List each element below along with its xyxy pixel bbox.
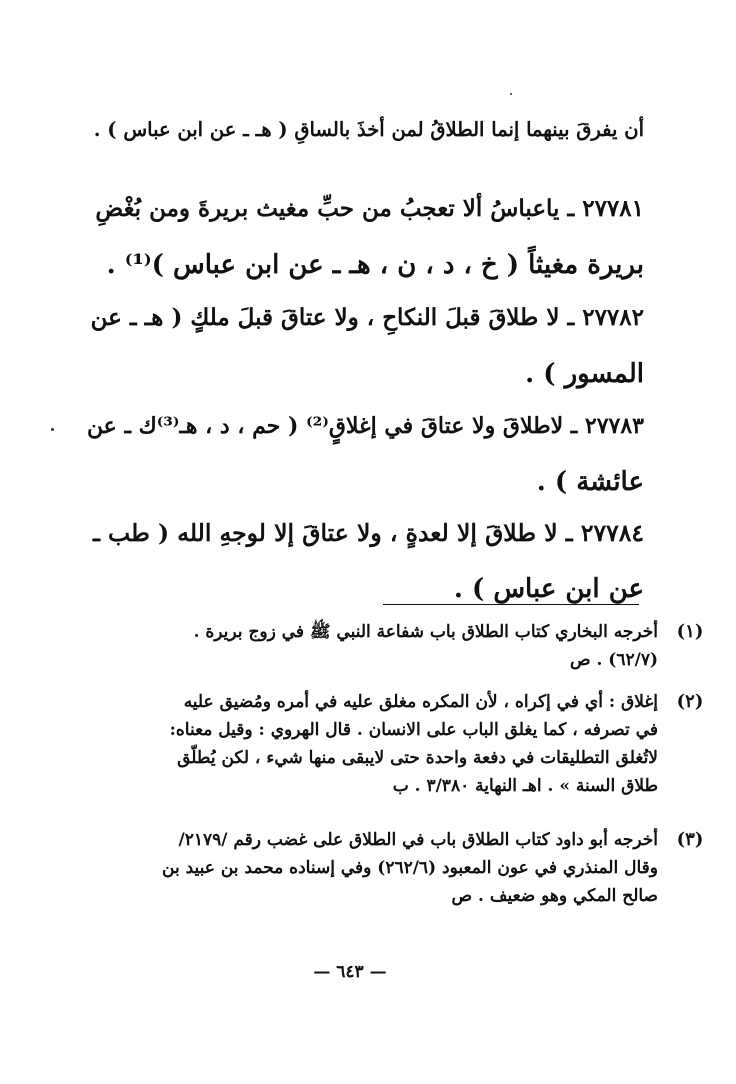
footnote-line: لاتُغلق التطليقات في دفعة واحدة حتى لايبقى منها شيء ، لكن يُطلّق [177, 748, 658, 768]
ink-speck [51, 428, 54, 431]
footnote-1 [78, 618, 704, 674]
text-line: ٢٧٧٨٣ ـ لاطلاقَ ولا عتاقَ في إغلاقٍ⁽²⁾ ( حم ، د ، هـ⁽³⁾ك ـ عن [86, 413, 644, 439]
footnote-2 [78, 688, 704, 800]
text-line: المسور ) . [525, 359, 644, 389]
footnote-line: طلاق السنة » . اهـ النهاية ٣/٣٨٠ . ب [392, 776, 658, 796]
footnote-number: (٢) [676, 691, 704, 712]
footnote-number: (١) [676, 621, 704, 642]
footnote-line: (٦٢/٧) . ص [569, 650, 658, 670]
footnote-line: وقال المنذري في عون المعبود (٢٦٢/٦) وفي إسناده محمد بن عبيد بن [162, 858, 658, 878]
text-line: أن يفرقَ بينهما إنما الطلاقُ لمن أخذَ بالساقِ ( هـ ـ عن ابن عباس ) . [93, 118, 644, 141]
hadith-27784 [84, 505, 644, 617]
text-paragraph-1 [84, 102, 644, 158]
hadith-27783 [84, 398, 644, 510]
footnote-line: أخرجه البخاري كتاب الطلاق باب شفاعة النبي ﷺ في زوج بريرة . [193, 622, 658, 642]
ink-speck [510, 93, 512, 95]
footnote-line: أخرجه أبو داود كتاب الطلاق باب في الطلاق على غضب رقم /٢١٧٩/ [178, 830, 658, 850]
text-line: عن ابن عباس ) . [453, 574, 644, 604]
page-number: — ٦٤٣ — [313, 962, 387, 982]
text-line: ٢٧٧٨١ ـ ياعباسُ ألا تعجبُ من حبِّ مغيث بريرةَ ومن بُغْضِ [95, 195, 644, 222]
footnote-line: صالح المكي وهو ضعيف . ص [451, 886, 658, 906]
text-line: عائشة ) . [536, 467, 644, 497]
footnote-line: في تصرفه ، كما يغلق الباب على الانسان . قال الهروي : وقيل معناه: [169, 720, 658, 740]
hadith-27781 [84, 181, 644, 293]
footnote-separator [383, 604, 639, 605]
text-line: ٢٧٧٨٤ ـ لا طلاقَ إلا لعدةٍ ، ولا عتاقَ إلا لوجهِ الله ( طب ـ [92, 519, 644, 547]
footnote-number: (٣) [676, 829, 704, 850]
footnote-line: إغلاق : أي في إكراه ، لأن المكره مغلق عليه في أمره ومُضيق عليه [183, 692, 658, 712]
footnote-3 [78, 826, 704, 910]
hadith-27782 [84, 290, 644, 402]
text-line: بريرة مغيثاً ( خ ، د ، ن ، هـ ـ عن ابن عباس )⁽¹⁾ . [106, 250, 644, 280]
text-line: ٢٧٧٨٢ ـ لا طلاقَ قبلَ النكاحِ ، ولا عتاقَ قبلَ ملكٍ ( هـ ـ عن [90, 304, 644, 331]
